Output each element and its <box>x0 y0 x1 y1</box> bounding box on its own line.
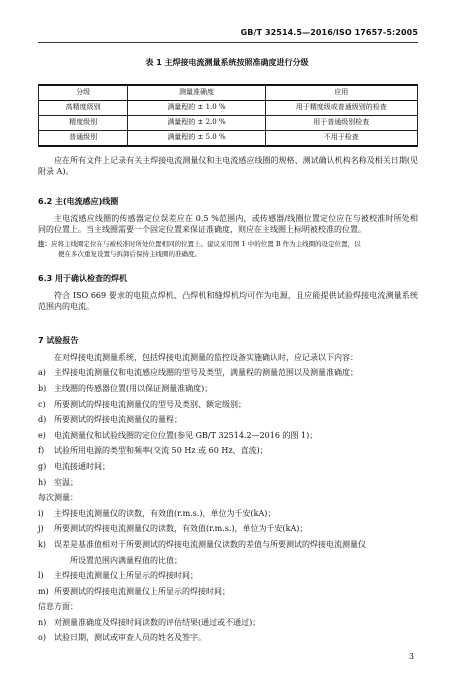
list-item <box>38 413 418 429</box>
list-item <box>38 522 418 538</box>
list-marker: c) <box>38 399 46 409</box>
table-row <box>39 101 418 116</box>
note-line: 便在多次重复设置与拆卸后保持主线圈的准确度。 <box>58 249 201 258</box>
list-item-text: 所要测试的焊接电流测量仪的型号及类别、额定级别； <box>54 399 246 409</box>
list-item <box>38 397 418 413</box>
table-cell: 满量程的 ± 5.0 % <box>128 131 265 147</box>
section-6-2-body: 主电流感应线圈的传感器定位误差应在 0.5 %范围内，或传感器/线圈位置定位应在与被校准时所处相同的位置上。当主线圈需要一个固定位置来保证准确度，则应在主线圈上标明被校准的位置。 <box>38 214 418 234</box>
list-item <box>38 382 418 398</box>
list-item <box>38 444 418 460</box>
accuracy-table <box>38 84 418 147</box>
list-marker: n) <box>38 617 47 627</box>
list-item <box>38 600 418 616</box>
list-item-text: 试验所用电源的类型和频率(交流 50 Hz 或 60 Hz、直流)； <box>54 446 268 456</box>
column-header: 分级 <box>39 85 128 101</box>
list-item <box>38 569 418 585</box>
list-item-text: 所要测试的焊接电流测量仪的读数，有效值(r.m.s.)，单位为千安(kA)； <box>54 524 308 534</box>
list-item-text: 信息方面： <box>38 602 78 612</box>
header-rule <box>38 42 418 43</box>
table-cell: 不用于检查 <box>265 131 417 147</box>
list-item-text: 室温； <box>54 477 78 487</box>
list-marker: k) <box>38 539 46 549</box>
list-marker: j) <box>38 524 44 534</box>
list-item <box>38 631 418 647</box>
table-cell: 满量程的 ± 1.0 % <box>128 101 265 116</box>
table-cell: 精度级别 <box>39 116 128 131</box>
section-7-intro: 在对焊接电流测量系统，包括焊接电流测量的监控设备实施确认时，应记录以下内容： <box>54 353 358 362</box>
list-marker: l) <box>38 571 44 581</box>
note-line: 应将主线圈定位在与被校准时所处位置相同的位置上。建议采用图 1 中的位置 B 作为主线圈的设定位置，以 <box>51 240 361 248</box>
table-cell: 高精度级别 <box>39 101 128 116</box>
table-cell: 用于精度级或普通级别的检查 <box>265 101 417 116</box>
list-marker: g) <box>38 461 47 471</box>
list-item-text: 每次测量： <box>38 493 78 503</box>
column-header: 应用 <box>265 85 417 101</box>
list-item-text: 所要测试的焊接电流测量仪的量程； <box>54 415 182 425</box>
list-item <box>38 460 418 476</box>
list-item-text: 所设置范围内满量程值的比值； <box>70 555 182 565</box>
list-item <box>38 491 418 507</box>
list-item <box>38 538 418 554</box>
list-marker: h) <box>38 477 47 487</box>
list-item-text: 主焊接电流测量仪的读数，有效值(r.m.s.)，单位为千安(kA)； <box>54 508 276 518</box>
table-row <box>39 131 418 147</box>
column-header: 测量准确度 <box>128 85 265 101</box>
list-marker: b) <box>38 383 47 393</box>
list-marker: e) <box>38 430 46 440</box>
standard-number: GB/T 32514.5—2016/ISO 17657-5:2005 <box>240 28 418 37</box>
list-item-text: 对测量准确度及焊接时间读数的评估结果(通过或不通过)； <box>54 617 261 627</box>
list-item-text: 误差是基准值相对于所要测试的焊接电流测量仪读数的差值与所要测试的焊接电流测量仪 <box>54 539 366 549</box>
list-item <box>38 616 418 632</box>
table-header-row <box>39 85 418 101</box>
list-marker: m) <box>38 586 49 596</box>
list-marker: a) <box>38 368 46 378</box>
section-6-3-body: 符合 ISO 669 要求的电阻点焊机、凸焊机和缝焊机均可作为电源，且应能提供试验焊接电流测量系统范围内的电流。 <box>38 291 418 311</box>
list-item <box>38 366 418 382</box>
list-item <box>38 428 418 444</box>
page-number: 3 <box>408 652 414 661</box>
table-row <box>39 116 418 131</box>
list-item-text: 所要测试的焊接电流测量仪上所显示的焊接时间； <box>54 586 230 596</box>
list-item-text: 电流接通时间； <box>54 461 110 471</box>
table-title: 表 1 主焊接电流测量系统按照准确度进行分级 <box>145 58 309 67</box>
list-item-text: 电流测量仪和试验线圈的定位位置(参见 GB/T 32514.2—2016 的图 1)； <box>54 430 318 440</box>
note-label: 注： <box>38 240 51 248</box>
list-item-text: 主焊接电流测量仪和电流感应线圈的型号及类型，满量程的测量范围以及测量准确度； <box>54 368 358 378</box>
section-6-3-heading: 6.3 用于确认检查的焊机 <box>38 274 127 283</box>
table-cell: 用于普通级别检查 <box>265 116 417 131</box>
list-item <box>38 475 418 491</box>
section-6-2-note <box>38 240 418 260</box>
report-items-list <box>38 366 418 647</box>
section-7-heading: 7 试验报告 <box>38 336 79 345</box>
list-item <box>38 553 418 569</box>
list-marker: d) <box>38 415 47 425</box>
list-item-text: 主线圈的传感器位置(用以保证测量准确度)； <box>54 383 213 393</box>
list-item <box>38 584 418 600</box>
list-item-text: 试验日期，测试或审查人员的姓名及签字。 <box>54 633 206 643</box>
list-item-text: 主焊接电流测量仪上所显示的焊接时间； <box>54 571 198 581</box>
records-paragraph: 应在所有文件上记录有关主焊接电流测量仪和主电流感应线圈的规格、测试确认机构名称及相关日期(见附录 A)。 <box>38 156 418 176</box>
table-cell: 满量程的 ± 2.0 % <box>128 116 265 131</box>
table-cell: 普通级别 <box>39 131 128 147</box>
list-item <box>38 506 418 522</box>
list-marker: i) <box>38 508 44 518</box>
list-marker: o) <box>38 633 46 643</box>
list-marker: f) <box>38 446 45 456</box>
section-6-2-heading: 6.2 主(电流感应)线圈 <box>38 197 119 206</box>
